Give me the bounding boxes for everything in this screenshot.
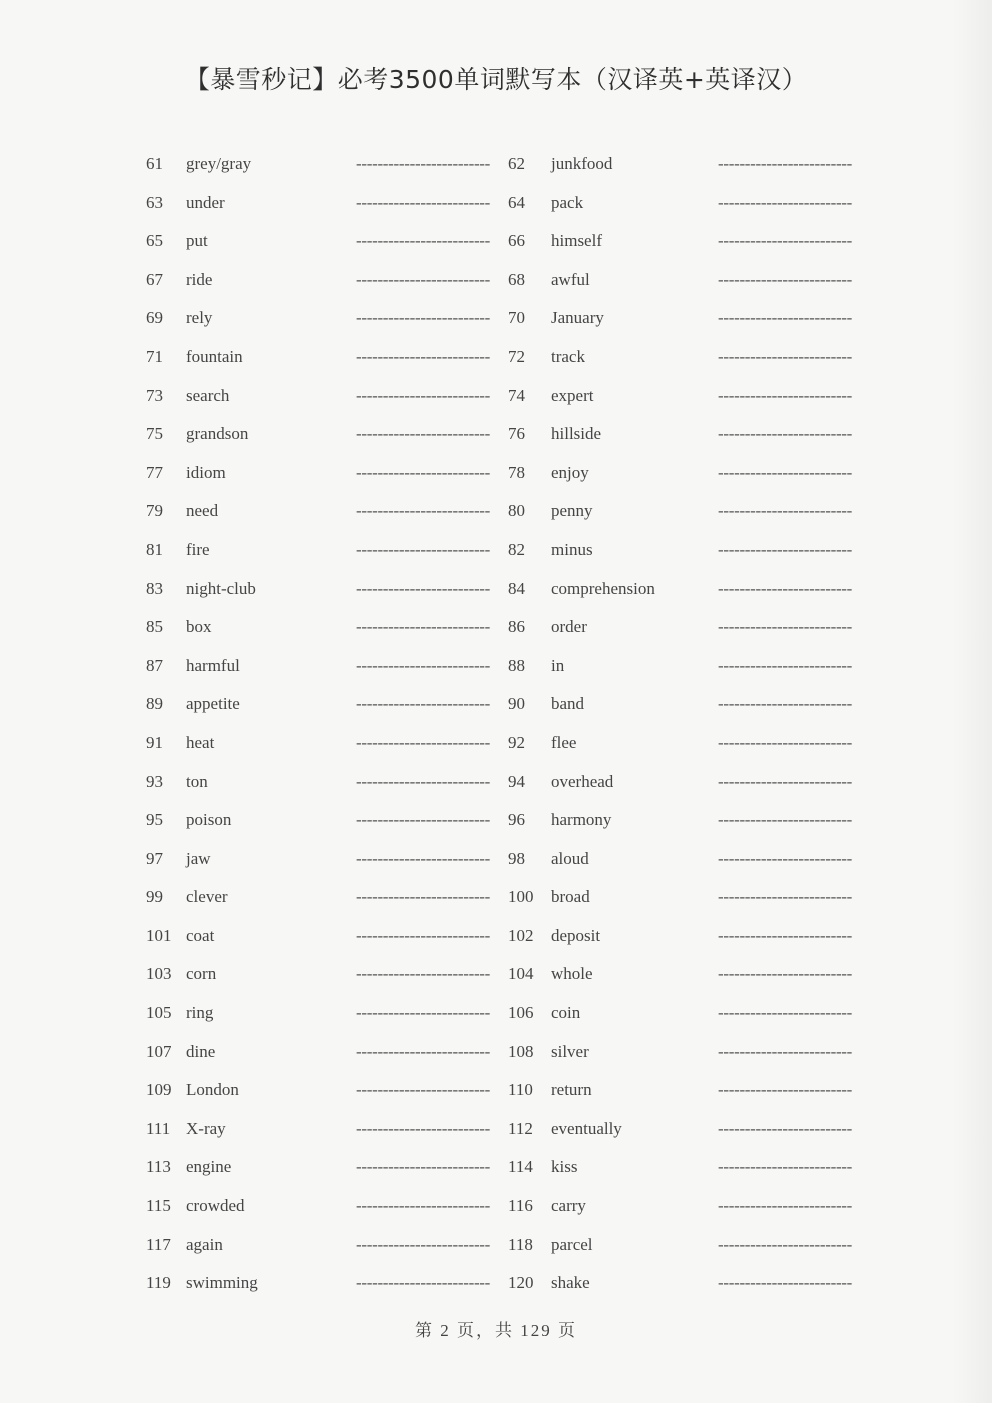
item-number-right: 74 (508, 385, 525, 405)
answer-blank-left: ------------------------- (356, 655, 491, 675)
answer-blank-left: ------------------------- (356, 1157, 491, 1177)
word-list (0, 146, 992, 1304)
item-number-right: 64 (508, 192, 525, 212)
word-left: swimming (186, 1273, 258, 1293)
word-left: grandson (186, 424, 249, 444)
word-row (0, 416, 992, 455)
answer-blank-left: ------------------------- (356, 1118, 491, 1138)
item-number-left: 117 (146, 1234, 171, 1254)
word-right: pack (551, 192, 584, 212)
word-right: expert (551, 385, 594, 405)
answer-blank-left: ------------------------- (356, 231, 491, 251)
word-row (0, 1265, 992, 1304)
word-left: jaw (186, 848, 211, 868)
answer-blank-left: ------------------------- (356, 192, 491, 212)
word-row (0, 879, 992, 918)
answer-blank-right: ------------------------- (718, 578, 853, 598)
item-number-left: 99 (146, 887, 163, 907)
item-number-right: 120 (508, 1273, 534, 1293)
word-left: ring (186, 1003, 214, 1023)
word-left: box (186, 617, 212, 637)
word-left: London (186, 1080, 239, 1100)
word-right: return (551, 1080, 592, 1100)
word-left: fountain (186, 346, 243, 366)
item-number-right: 118 (508, 1234, 533, 1254)
word-row (0, 841, 992, 880)
item-number-right: 62 (508, 154, 525, 173)
answer-blank-right: ------------------------- (718, 308, 853, 328)
answer-blank-left: ------------------------- (356, 385, 491, 405)
item-number-left: 73 (146, 385, 163, 405)
answer-blank-right: ------------------------- (718, 617, 853, 637)
answer-blank-left: ------------------------- (356, 539, 491, 559)
answer-blank-right: ------------------------- (718, 385, 853, 405)
word-right: shake (551, 1273, 590, 1293)
word-left: again (186, 1234, 223, 1254)
item-number-right: 86 (508, 617, 525, 637)
item-number-right: 92 (508, 732, 525, 752)
item-number-right: 108 (508, 1041, 534, 1061)
word-right: himself (551, 231, 602, 251)
word-right: aloud (551, 848, 589, 868)
item-number-left: 101 (146, 925, 172, 945)
item-number-left: 63 (146, 192, 163, 212)
word-row (0, 686, 992, 725)
word-right: eventually (551, 1118, 622, 1138)
word-row (0, 493, 992, 532)
item-number-right: 66 (508, 231, 525, 251)
item-number-right: 78 (508, 462, 525, 482)
word-right: January (551, 308, 604, 328)
answer-blank-left: ------------------------- (356, 887, 491, 907)
word-left: harmful (186, 655, 240, 675)
word-row (0, 300, 992, 339)
word-left: ride (186, 269, 213, 289)
answer-blank-left: ------------------------- (356, 1041, 491, 1061)
word-left: under (186, 192, 225, 212)
word-row (0, 455, 992, 494)
word-row (0, 648, 992, 687)
answer-blank-left: ------------------------- (356, 771, 491, 791)
answer-blank-left: ------------------------- (356, 925, 491, 945)
item-number-left: 67 (146, 269, 163, 289)
word-right: harmony (551, 810, 612, 830)
answer-blank-left: ------------------------- (356, 424, 491, 444)
word-row (0, 1227, 992, 1266)
item-number-left: 105 (146, 1003, 172, 1023)
word-left: X-ray (186, 1118, 226, 1138)
word-right: carry (551, 1196, 586, 1216)
word-row (0, 571, 992, 610)
item-number-left: 85 (146, 617, 163, 637)
item-number-right: 104 (508, 964, 534, 984)
answer-blank-right: ------------------------- (718, 694, 853, 714)
answer-blank-right: ------------------------- (718, 192, 853, 212)
item-number-right: 88 (508, 655, 525, 675)
answer-blank-left: ------------------------- (356, 308, 491, 328)
scan-edge-shadow (952, 0, 992, 1403)
word-left: crowded (186, 1196, 245, 1216)
answer-blank-right: ------------------------- (718, 1003, 853, 1023)
word-right: comprehension (551, 578, 655, 598)
word-row (0, 956, 992, 995)
answer-blank-left: ------------------------- (356, 1080, 491, 1100)
word-left: grey/gray (186, 154, 252, 173)
word-right: broad (551, 887, 590, 907)
word-right: kiss (551, 1157, 578, 1177)
word-left: ton (186, 771, 208, 791)
word-right: awful (551, 269, 590, 289)
item-number-left: 89 (146, 694, 163, 714)
word-row (0, 378, 992, 417)
answer-blank-left: ------------------------- (356, 1273, 491, 1293)
answer-blank-right: ------------------------- (718, 462, 853, 482)
answer-blank-left: ------------------------- (356, 617, 491, 637)
answer-blank-right: ------------------------- (718, 1157, 853, 1177)
word-right: enjoy (551, 462, 589, 482)
item-number-left: 95 (146, 810, 163, 830)
word-row (0, 802, 992, 841)
answer-blank-right: ------------------------- (718, 1273, 853, 1293)
item-number-left: 97 (146, 848, 163, 868)
answer-blank-right: ------------------------- (718, 732, 853, 752)
word-right: whole (551, 964, 593, 984)
word-left: poison (186, 810, 232, 830)
answer-blank-left: ------------------------- (356, 1234, 491, 1254)
item-number-left: 83 (146, 578, 163, 598)
word-row (0, 995, 992, 1034)
item-number-left: 75 (146, 424, 163, 444)
word-left: search (186, 385, 230, 405)
item-number-right: 110 (508, 1080, 533, 1100)
item-number-right: 76 (508, 424, 525, 444)
word-right: in (551, 655, 565, 675)
word-row (0, 532, 992, 571)
word-left: coat (186, 925, 215, 945)
item-number-left: 61 (146, 154, 163, 173)
item-number-right: 80 (508, 501, 525, 521)
word-left: heat (186, 732, 215, 752)
word-right: overhead (551, 771, 614, 791)
word-row (0, 725, 992, 764)
word-left: corn (186, 964, 217, 984)
item-number-right: 114 (508, 1157, 533, 1177)
word-right: band (551, 694, 585, 714)
word-row (0, 1188, 992, 1227)
answer-blank-right: ------------------------- (718, 1196, 853, 1216)
word-left: idiom (186, 462, 226, 482)
answer-blank-right: ------------------------- (718, 810, 853, 830)
item-number-left: 65 (146, 231, 163, 251)
item-number-right: 106 (508, 1003, 534, 1023)
word-row (0, 146, 992, 185)
item-number-right: 98 (508, 848, 525, 868)
answer-blank-right: ------------------------- (718, 539, 853, 559)
item-number-right: 70 (508, 308, 525, 328)
word-right: coin (551, 1003, 581, 1023)
answer-blank-left: ------------------------- (356, 346, 491, 366)
answer-blank-left: ------------------------- (356, 269, 491, 289)
item-number-left: 71 (146, 346, 163, 366)
word-right: parcel (551, 1234, 593, 1254)
word-left: clever (186, 887, 228, 907)
word-row (0, 609, 992, 648)
item-number-right: 96 (508, 810, 525, 830)
answer-blank-left: ------------------------- (356, 501, 491, 521)
answer-blank-right: ------------------------- (718, 848, 853, 868)
item-number-right: 112 (508, 1118, 533, 1138)
item-number-right: 84 (508, 578, 525, 598)
word-row (0, 918, 992, 957)
word-right: order (551, 617, 587, 637)
word-left: engine (186, 1157, 232, 1177)
item-number-left: 69 (146, 308, 163, 328)
answer-blank-right: ------------------------- (718, 346, 853, 366)
answer-blank-left: ------------------------- (356, 1003, 491, 1023)
item-number-right: 68 (508, 269, 525, 289)
answer-blank-right: ------------------------- (718, 269, 853, 289)
item-number-right: 102 (508, 925, 534, 945)
word-row (0, 1072, 992, 1111)
item-number-left: 107 (146, 1041, 172, 1061)
word-right: track (551, 346, 585, 366)
answer-blank-right: ------------------------- (718, 1041, 853, 1061)
answer-blank-left: ------------------------- (356, 462, 491, 482)
answer-blank-right: ------------------------- (718, 655, 853, 675)
word-row (0, 262, 992, 301)
answer-blank-right: ------------------------- (718, 925, 853, 945)
answer-blank-left: ------------------------- (356, 154, 491, 173)
word-row (0, 1149, 992, 1188)
word-left: rely (186, 308, 213, 328)
word-left: put (186, 231, 208, 251)
word-row (0, 764, 992, 803)
answer-blank-right: ------------------------- (718, 1080, 853, 1100)
answer-blank-left: ------------------------- (356, 848, 491, 868)
item-number-left: 81 (146, 539, 163, 559)
answer-blank-right: ------------------------- (718, 501, 853, 521)
answer-blank-right: ------------------------- (718, 771, 853, 791)
item-number-right: 82 (508, 539, 525, 559)
answer-blank-left: ------------------------- (356, 1196, 491, 1216)
item-number-left: 79 (146, 501, 163, 521)
word-row (0, 339, 992, 378)
item-number-left: 113 (146, 1157, 171, 1177)
item-number-left: 119 (146, 1273, 171, 1293)
word-row (0, 185, 992, 224)
answer-blank-left: ------------------------- (356, 964, 491, 984)
answer-blank-left: ------------------------- (356, 810, 491, 830)
item-number-right: 116 (508, 1196, 533, 1216)
answer-blank-right: ------------------------- (718, 424, 853, 444)
answer-blank-right: ------------------------- (718, 887, 853, 907)
word-row (0, 1111, 992, 1150)
item-number-left: 93 (146, 771, 163, 791)
item-number-right: 94 (508, 771, 525, 791)
word-right: junkfood (551, 154, 613, 173)
word-right: flee (551, 732, 577, 752)
word-row (0, 1034, 992, 1073)
word-left: need (186, 501, 219, 521)
answer-blank-right: ------------------------- (718, 231, 853, 251)
word-left: fire (186, 539, 210, 559)
word-right: deposit (551, 925, 601, 945)
item-number-right: 100 (508, 887, 534, 907)
answer-blank-right: ------------------------- (718, 1234, 853, 1254)
item-number-left: 87 (146, 655, 163, 675)
answer-blank-right: ------------------------- (718, 964, 853, 984)
word-right: silver (551, 1041, 589, 1061)
word-right: hillside (551, 424, 602, 444)
item-number-left: 115 (146, 1196, 171, 1216)
page-footer: 第 2 页，共 129 页 (415, 1321, 577, 1340)
item-number-left: 109 (146, 1080, 172, 1100)
answer-blank-right: ------------------------- (718, 1118, 853, 1138)
answer-blank-right: ------------------------- (718, 154, 853, 173)
word-left: appetite (186, 694, 240, 714)
item-number-left: 77 (146, 462, 163, 482)
answer-blank-left: ------------------------- (356, 694, 491, 714)
answer-blank-left: ------------------------- (356, 732, 491, 752)
word-right: minus (551, 539, 593, 559)
answer-blank-left: ------------------------- (356, 578, 491, 598)
item-number-right: 90 (508, 694, 525, 714)
item-number-right: 72 (508, 346, 525, 366)
item-number-left: 91 (146, 732, 163, 752)
word-left: night-club (186, 578, 256, 598)
word-left: dine (186, 1041, 216, 1061)
item-number-left: 103 (146, 964, 172, 984)
page-title: 【暴雪秒记】必考3500单词默写本（汉译英+英译汉） (184, 65, 808, 94)
word-row (0, 223, 992, 262)
item-number-left: 111 (146, 1118, 171, 1138)
word-right: penny (551, 501, 593, 521)
